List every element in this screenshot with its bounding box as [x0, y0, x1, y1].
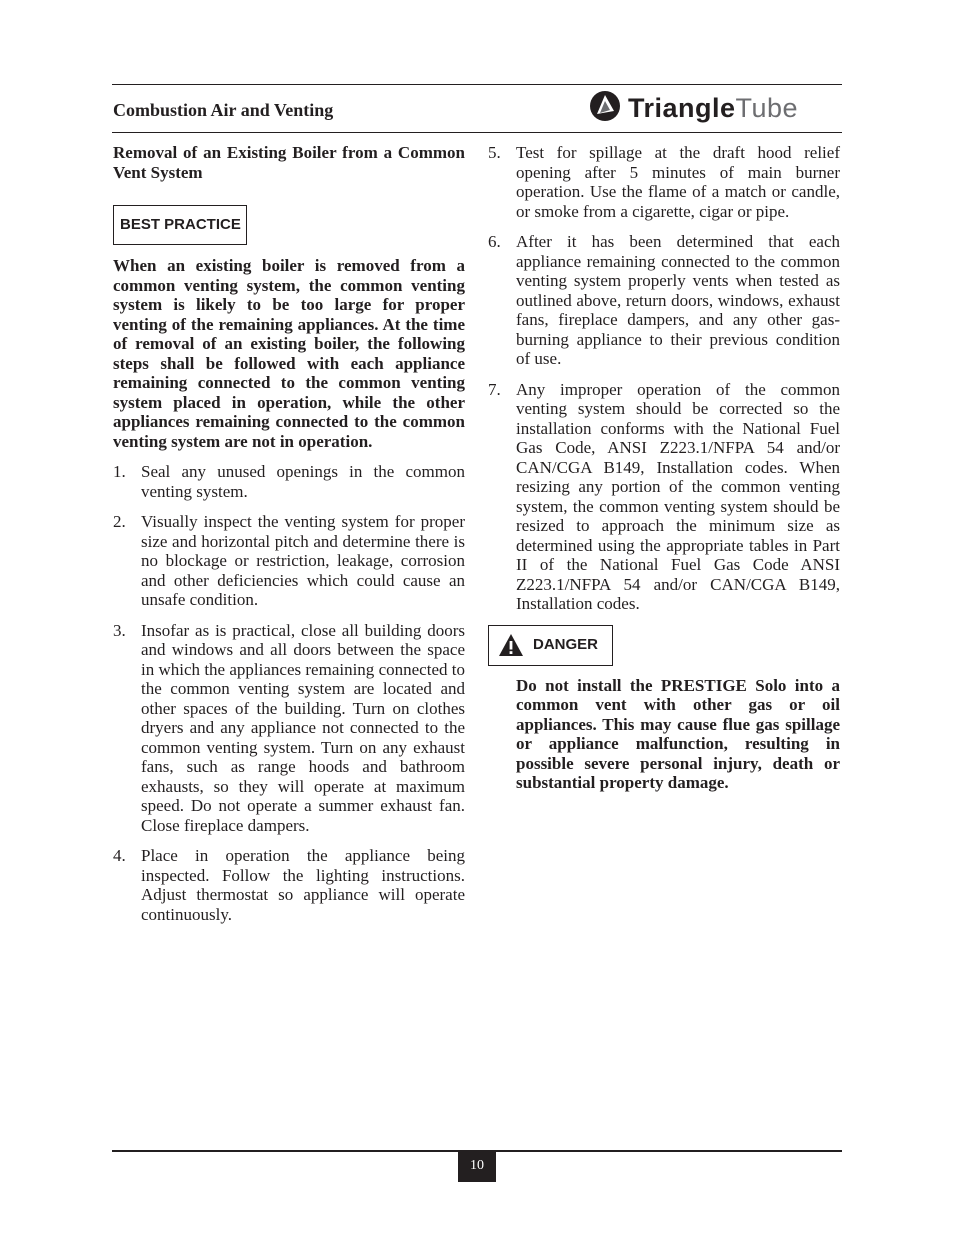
section-subheading: Removal of an Existing Boiler from a Common Vent System [113, 143, 465, 182]
step-number: 5. [488, 143, 501, 162]
step-number: 4. [113, 846, 126, 865]
step-number: 2. [113, 512, 126, 531]
step-item [113, 462, 465, 501]
step-text: Visually inspect the venting system for proper size and horizontal pitch and determine there is no blockage or restriction, leakage, corrosion and other deficiencies which could cause an unsafe condition. [141, 512, 465, 609]
danger-callout [488, 625, 840, 793]
steps-list-left [113, 462, 465, 924]
right-column [488, 143, 840, 793]
step-item [113, 621, 465, 836]
header-top-rule [112, 84, 842, 85]
left-column [113, 143, 465, 924]
step-text: Place in operation the appliance being inspected. Follow the lighting instructions. Adjust thermostat so appliance will operate continuously. [141, 846, 465, 924]
step-number: 3. [113, 620, 126, 640]
step-item [488, 143, 840, 221]
step-number: 6. [488, 232, 501, 251]
logo-word-triangle: Triangle [628, 92, 736, 123]
step-text: Seal any unused openings in the common venting system. [141, 462, 465, 501]
step-text: Test for spillage at the draft hood relief opening after 5 minutes of main burner operation. Use the flame of a match or candle, or smoke from a cigarette, cigar or pipe. [516, 143, 840, 221]
step-text: Insofar as is practical, close all building doors and windows and all doors between the space in which the appliances remaining connected to the common venting system are located and other spaces of the building. Turn on clothes dryers and any appliance not connected to the common venting system. Turn on any exhaust fans, such as range hoods and bathroom exhausts, so they will operate at maximum speed. Do not operate a summer exhaust fan. Close fireplace dampers. [141, 620, 465, 835]
triangle-tube-logo-icon [588, 89, 622, 128]
section-title: Combustion Air and Venting [113, 100, 334, 120]
step-number: 7. [488, 379, 501, 399]
step-item [488, 232, 840, 369]
step-number: 1. [113, 462, 126, 481]
best-practice-callout [113, 205, 247, 245]
step-item [488, 380, 840, 614]
danger-label: DANGER [533, 636, 599, 654]
page-number: 10 [458, 1150, 496, 1182]
steps-list-right [488, 143, 840, 614]
warning-triangle-icon [498, 633, 524, 657]
step-text: After it has been determined that each appliance remaining connected to the common venting system properly vents when tested as outlined above, return doors, windows, exhaust fans, fireplace dampers, and any other gas-burning appliance to their previous condition of use. [516, 232, 840, 368]
step-text: Any improper operation of the common venting system should be corrected so the installation conforms with the National Fuel Gas Code, ANSI Z223.1/NFPA 54 and/or CAN/CGA B149, Installation codes. When resizing any portion of the common venting system, the common venting system should be resized to approach the minimum size as determined using the appropriate tables in Part II of the National Fuel Gas Code ANSI Z223.1/NFPA 54 and/or CAN/CGA B149, Installation codes. [516, 379, 840, 613]
step-item [113, 512, 465, 610]
best-practice-label: BEST PRACTICE [120, 216, 241, 234]
brand-logo [588, 90, 798, 126]
logo-word-tube: Tube [735, 92, 799, 123]
danger-label-box [488, 625, 613, 666]
step-item [113, 846, 465, 924]
best-practice-text: When an existing boiler is removed from a common venting system, the common venting system is likely to be too large for proper venting of the remaining appliances. At the time of removal of an existing boiler, the following steps shall be followed with each appliance remaining connected to the common venting system placed in operation, while the other appliances remaining connected to the common venting system are not in operation. [113, 256, 465, 451]
header-bottom-rule [112, 132, 842, 133]
danger-text: Do not install the PRESTIGE Solo into a common vent with other gas or oil appliances. This may cause flue gas spillage or appliance malfunction, resulting in possible severe personal injury, death or substantial property damage. [516, 675, 840, 792]
